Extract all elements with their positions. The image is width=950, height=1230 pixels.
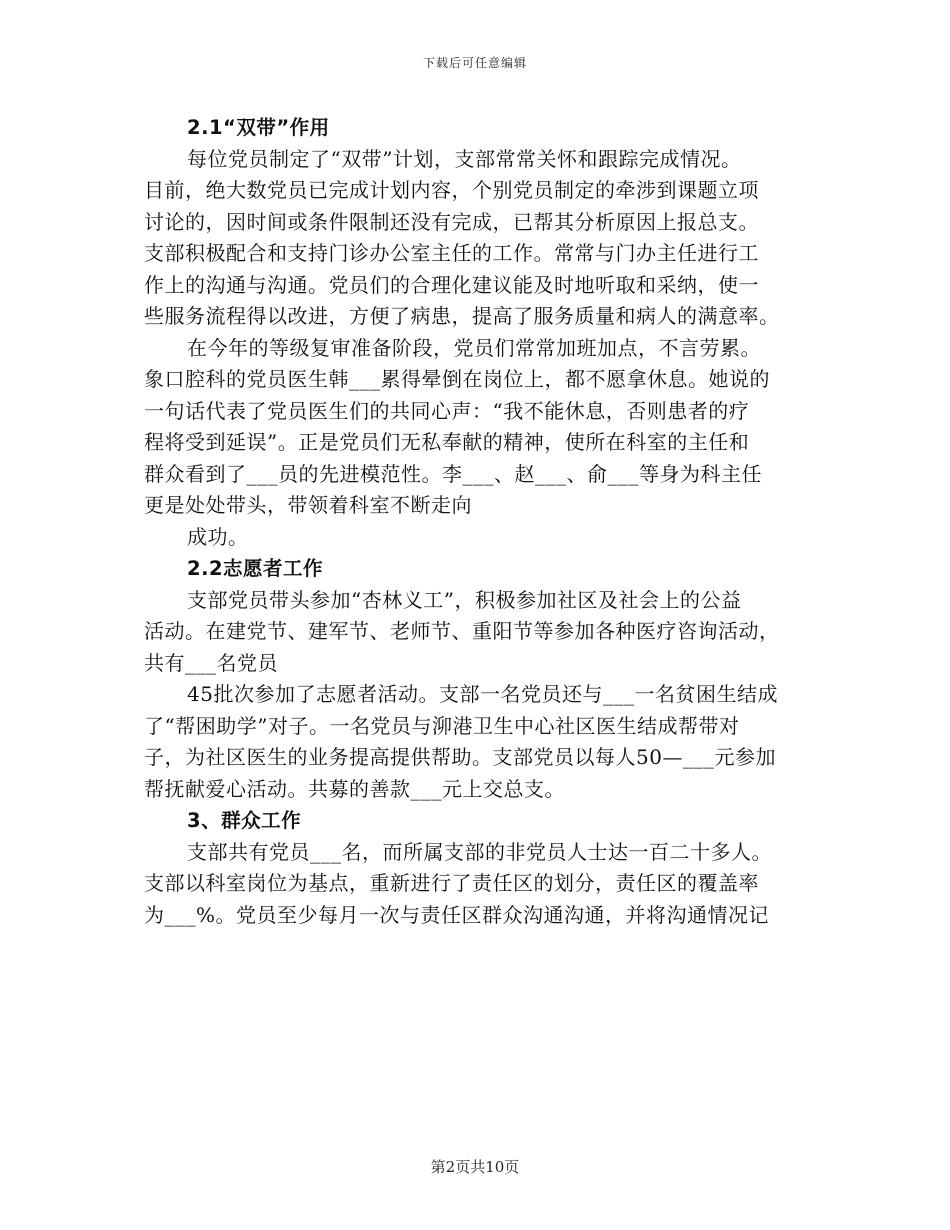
paragraph-line: 更是处处带头，带领着科室不断走向	[144, 493, 472, 517]
paragraph-line: 作上的沟通与沟通。党员们的合理化建议能及时地听取和采纳，使一	[144, 272, 759, 297]
paragraph-line: 些服务流程得以改进，方便了病患，提高了服务质量和病人的满意率。	[144, 304, 780, 328]
section-heading-2-2: 2.2志愿者工作	[187, 557, 324, 580]
paragraph-line: 为___%。党员至少每月一次与责任区群众沟通沟通，并将沟通情况记	[144, 902, 770, 927]
paragraph-line: 支部党员带头参加“杏林义工”，积极参加社区及社会上的公益	[187, 587, 742, 612]
paragraph-line: 了“帮困助学”对子。一名党员与泖港卫生中心社区医生结成帮带对	[144, 713, 740, 738]
paragraph-line: 一句话代表了党员医生们的共同心声：“我不能休息，否则患者的疗	[144, 398, 750, 423]
paragraph-line: 共有___名党员	[144, 650, 278, 675]
paragraph-line: 在今年的等级复审准备阶段，党员们常常加班加点，不言劳累。	[187, 335, 761, 360]
paragraph-line: 讨论的，因时间或条件限制还没有完成，已帮其分析原因上报总支。	[144, 209, 759, 234]
paragraph-line: 帮抚献爱心活动。共募的善款___元上交总支。	[144, 776, 565, 801]
paragraph-line: 支部积极配合和支持门诊办公室主任的工作。常常与门办主任进行工	[144, 241, 759, 265]
paragraph-line: 子，为社区医生的业务提高提供帮助。支部党员以每人50—___元参加	[144, 745, 776, 769]
section-heading-3: 3、群众工作	[187, 809, 302, 832]
paragraph-line: 成功。	[187, 524, 249, 549]
document-body	[144, 112, 814, 931]
paragraph-line: 活动。在建党节、建军节、老师节、重阳节等参加各种医疗咨询活动，	[144, 619, 780, 643]
section-heading-2-1: 2.1“双带”作用	[187, 116, 330, 139]
paragraph-line: 目前，绝大数党员已完成计划内容，个别党员制定的牵涉到课题立项	[144, 178, 759, 202]
paragraph-line: 支部共有党员___名，而所属支部的非党员人士达一百二十多人。	[187, 839, 772, 864]
paragraph-line: 支部以科室岗位为基点，重新进行了责任区的划分，责任区的覆盖率	[144, 871, 759, 895]
header-note: 下载后可任意编辑	[422, 56, 527, 70]
paragraph-line: 45批次参加了志愿者活动。支部一名党员还与___一名贫困生结成	[187, 682, 778, 706]
paragraph-line: 群众看到了___员的先进模范性。李___、赵___、俞___等身为科主任	[144, 461, 762, 486]
paragraph-line: 每位党员制定了“双带”计划，支部常常关怀和跟踪完成情况。	[187, 146, 742, 171]
paragraph-line: 程将受到延误”。正是党员们无私奉献的精神，使所在科室的主任和	[144, 430, 750, 454]
page-footer: 第2页共10页	[430, 1158, 520, 1176]
paragraph-line: 象口腔科的党员医生韩___累得晕倒在岗位上，都不愿拿休息。她说的	[144, 367, 770, 391]
